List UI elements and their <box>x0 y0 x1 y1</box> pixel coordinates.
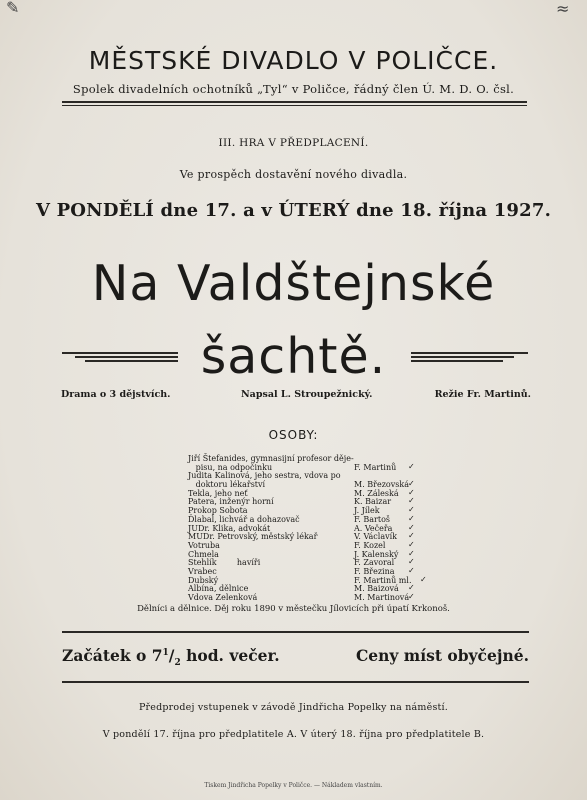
cast-actor: F. Bartoš <box>354 514 390 524</box>
check-mark-icon: ✓ <box>408 479 415 489</box>
cast-actor: F. Březina <box>354 566 395 576</box>
cast-role: pisu, na odpočinku <box>188 462 273 472</box>
director-credit: Režie Fr. Martinů. <box>434 389 531 400</box>
cast-actor: J. Kalenský <box>354 549 399 559</box>
cast-role: Prokop Sobota <box>188 506 248 516</box>
check-mark-icon: ✓ <box>408 487 415 497</box>
pencil-mark-top-right: ≈ <box>556 0 570 18</box>
society-subtitle: Spolek divadelních ochotníků „Tyl“ v Poličce, řádný člen Ú. M. D. O. čsl. <box>72 82 515 96</box>
ornament-right-1 <box>411 352 528 354</box>
cast-role: Patera, inženýr horní <box>188 497 274 507</box>
cast-actor: F. Martinů <box>354 462 397 472</box>
cast-role: Vdova Zelenková <box>188 593 258 602</box>
header-rule-top <box>62 101 527 103</box>
cast-role: Dubský <box>188 575 219 585</box>
cast-heading: OSOBY: <box>268 428 319 442</box>
cast-role: Tekla, jeho neť <box>188 488 248 498</box>
check-mark-icon: ✓ <box>408 522 415 532</box>
check-mark-icon: ✓ <box>408 592 415 601</box>
check-mark-icon: ✓ <box>408 565 415 575</box>
play-title-line1: Na Valdštejnské <box>91 255 496 312</box>
cast-actor: M. Záleská <box>354 488 399 498</box>
ornament-left-2 <box>75 356 178 358</box>
check-mark-icon: ✓ <box>408 496 415 506</box>
cast-role: Stehlík havíři <box>188 558 261 568</box>
start-time-prefix: Začátek o 7 <box>62 646 163 665</box>
check-mark-icon: ✓ <box>408 548 415 558</box>
header-rule-bottom <box>62 105 527 106</box>
check-mark-icon: ✓ <box>408 583 415 593</box>
subscriber-info: V pondělí 17. října pro předplatitele A. V úterý 18. října pro předplatitele B. <box>102 729 485 740</box>
cast-role: Ďlabal, lichvář a dohazovač <box>188 514 300 524</box>
benefit-line: Ve prospěch dostavění nového divadla. <box>179 168 408 181</box>
cast-actor: M. Martinová <box>354 593 410 602</box>
cast-actor: F. Martinů ml. <box>354 575 412 585</box>
start-time-suffix: hod. večer. <box>180 646 280 665</box>
check-mark-icon: ✓ <box>408 539 415 549</box>
play-title-line2: šachtě. <box>200 328 387 385</box>
genre-credit: Drama o 3 dějstvích. <box>61 389 171 400</box>
cast-role: Judita Kalinová, jeho sestra, vdova po <box>188 471 341 481</box>
ticket-prices: Ceny míst obyčejné. <box>355 646 529 665</box>
cast-actor: V. Václavík <box>354 532 398 542</box>
cast-role: MUDr. Petrovský, městský lékař <box>188 532 318 542</box>
check-mark-icon: ✓ <box>420 574 427 584</box>
cast-actor: F. Kozel <box>354 540 386 550</box>
setting-note: Dělníci a dělnice. Děj roku 1890 v městečku Jílovicích při úpatí Krkonoš. <box>137 604 450 614</box>
presale-info: Předprodej vstupenek v závodě Jindřicha Popelky na náměstí. <box>138 702 449 713</box>
cast-row <box>188 594 418 603</box>
footer-rule-top <box>62 631 529 633</box>
cast-actor: K. Baizar <box>354 497 392 507</box>
author-credit: Napsal L. Stroupežnický. <box>241 389 373 400</box>
printer-imprint: Tiskem Jindřicha Popelky v Poličce. — Nákladem vlastním. <box>204 782 383 789</box>
ornament-left-1 <box>62 352 178 354</box>
cast-role: doktoru lékařství <box>188 480 266 490</box>
cast-role: Albína, dělnice <box>188 584 249 594</box>
theatre-title: MĚSTSKÉ DIVADLO V POLIČCE. <box>88 46 499 75</box>
cast-list <box>188 454 427 603</box>
series-line: III. HRA V PŘEDPLACENÍ. <box>218 137 369 149</box>
cast-actor: J. Jílek <box>354 506 380 516</box>
check-mark-icon: ✓ <box>408 557 415 567</box>
cast-role: Votruba <box>188 540 220 550</box>
start-time-denominator: 2 <box>174 658 181 669</box>
cast-actor: A. Večeřa <box>354 523 393 533</box>
performance-dates: V PONDĚLÍ dne 17. a v ÚTERÝ dne 18. října 1927. <box>35 200 552 221</box>
check-mark-icon: ✓ <box>408 461 415 471</box>
ornament-right-3 <box>411 360 503 362</box>
start-time: Začátek o $7^1/_2$ hod. večer. <box>62 646 280 669</box>
cast-role: Jiří Štefanides, gymnasijní profesor děje- <box>188 454 354 463</box>
cast-role: Chmela <box>188 549 219 559</box>
cast-role: JUDr. Klika, advokát <box>188 523 271 533</box>
cast-actor: M. Březovská <box>354 480 409 490</box>
cast-role: Vrabec <box>188 566 217 576</box>
pencil-mark-top-left: ✎ <box>6 0 20 17</box>
ornament-left-3 <box>85 360 178 362</box>
check-mark-icon: ✓ <box>408 513 415 523</box>
check-mark-icon: ✓ <box>408 531 415 541</box>
cast-actor: M. Baizová <box>354 584 399 594</box>
footer-rule-bottom <box>62 681 529 683</box>
ornament-right-2 <box>411 356 514 358</box>
check-mark-icon: ✓ <box>408 505 415 515</box>
start-time-numerator: 1 <box>162 647 169 658</box>
cast-actor: F. Zavoral <box>354 558 395 568</box>
